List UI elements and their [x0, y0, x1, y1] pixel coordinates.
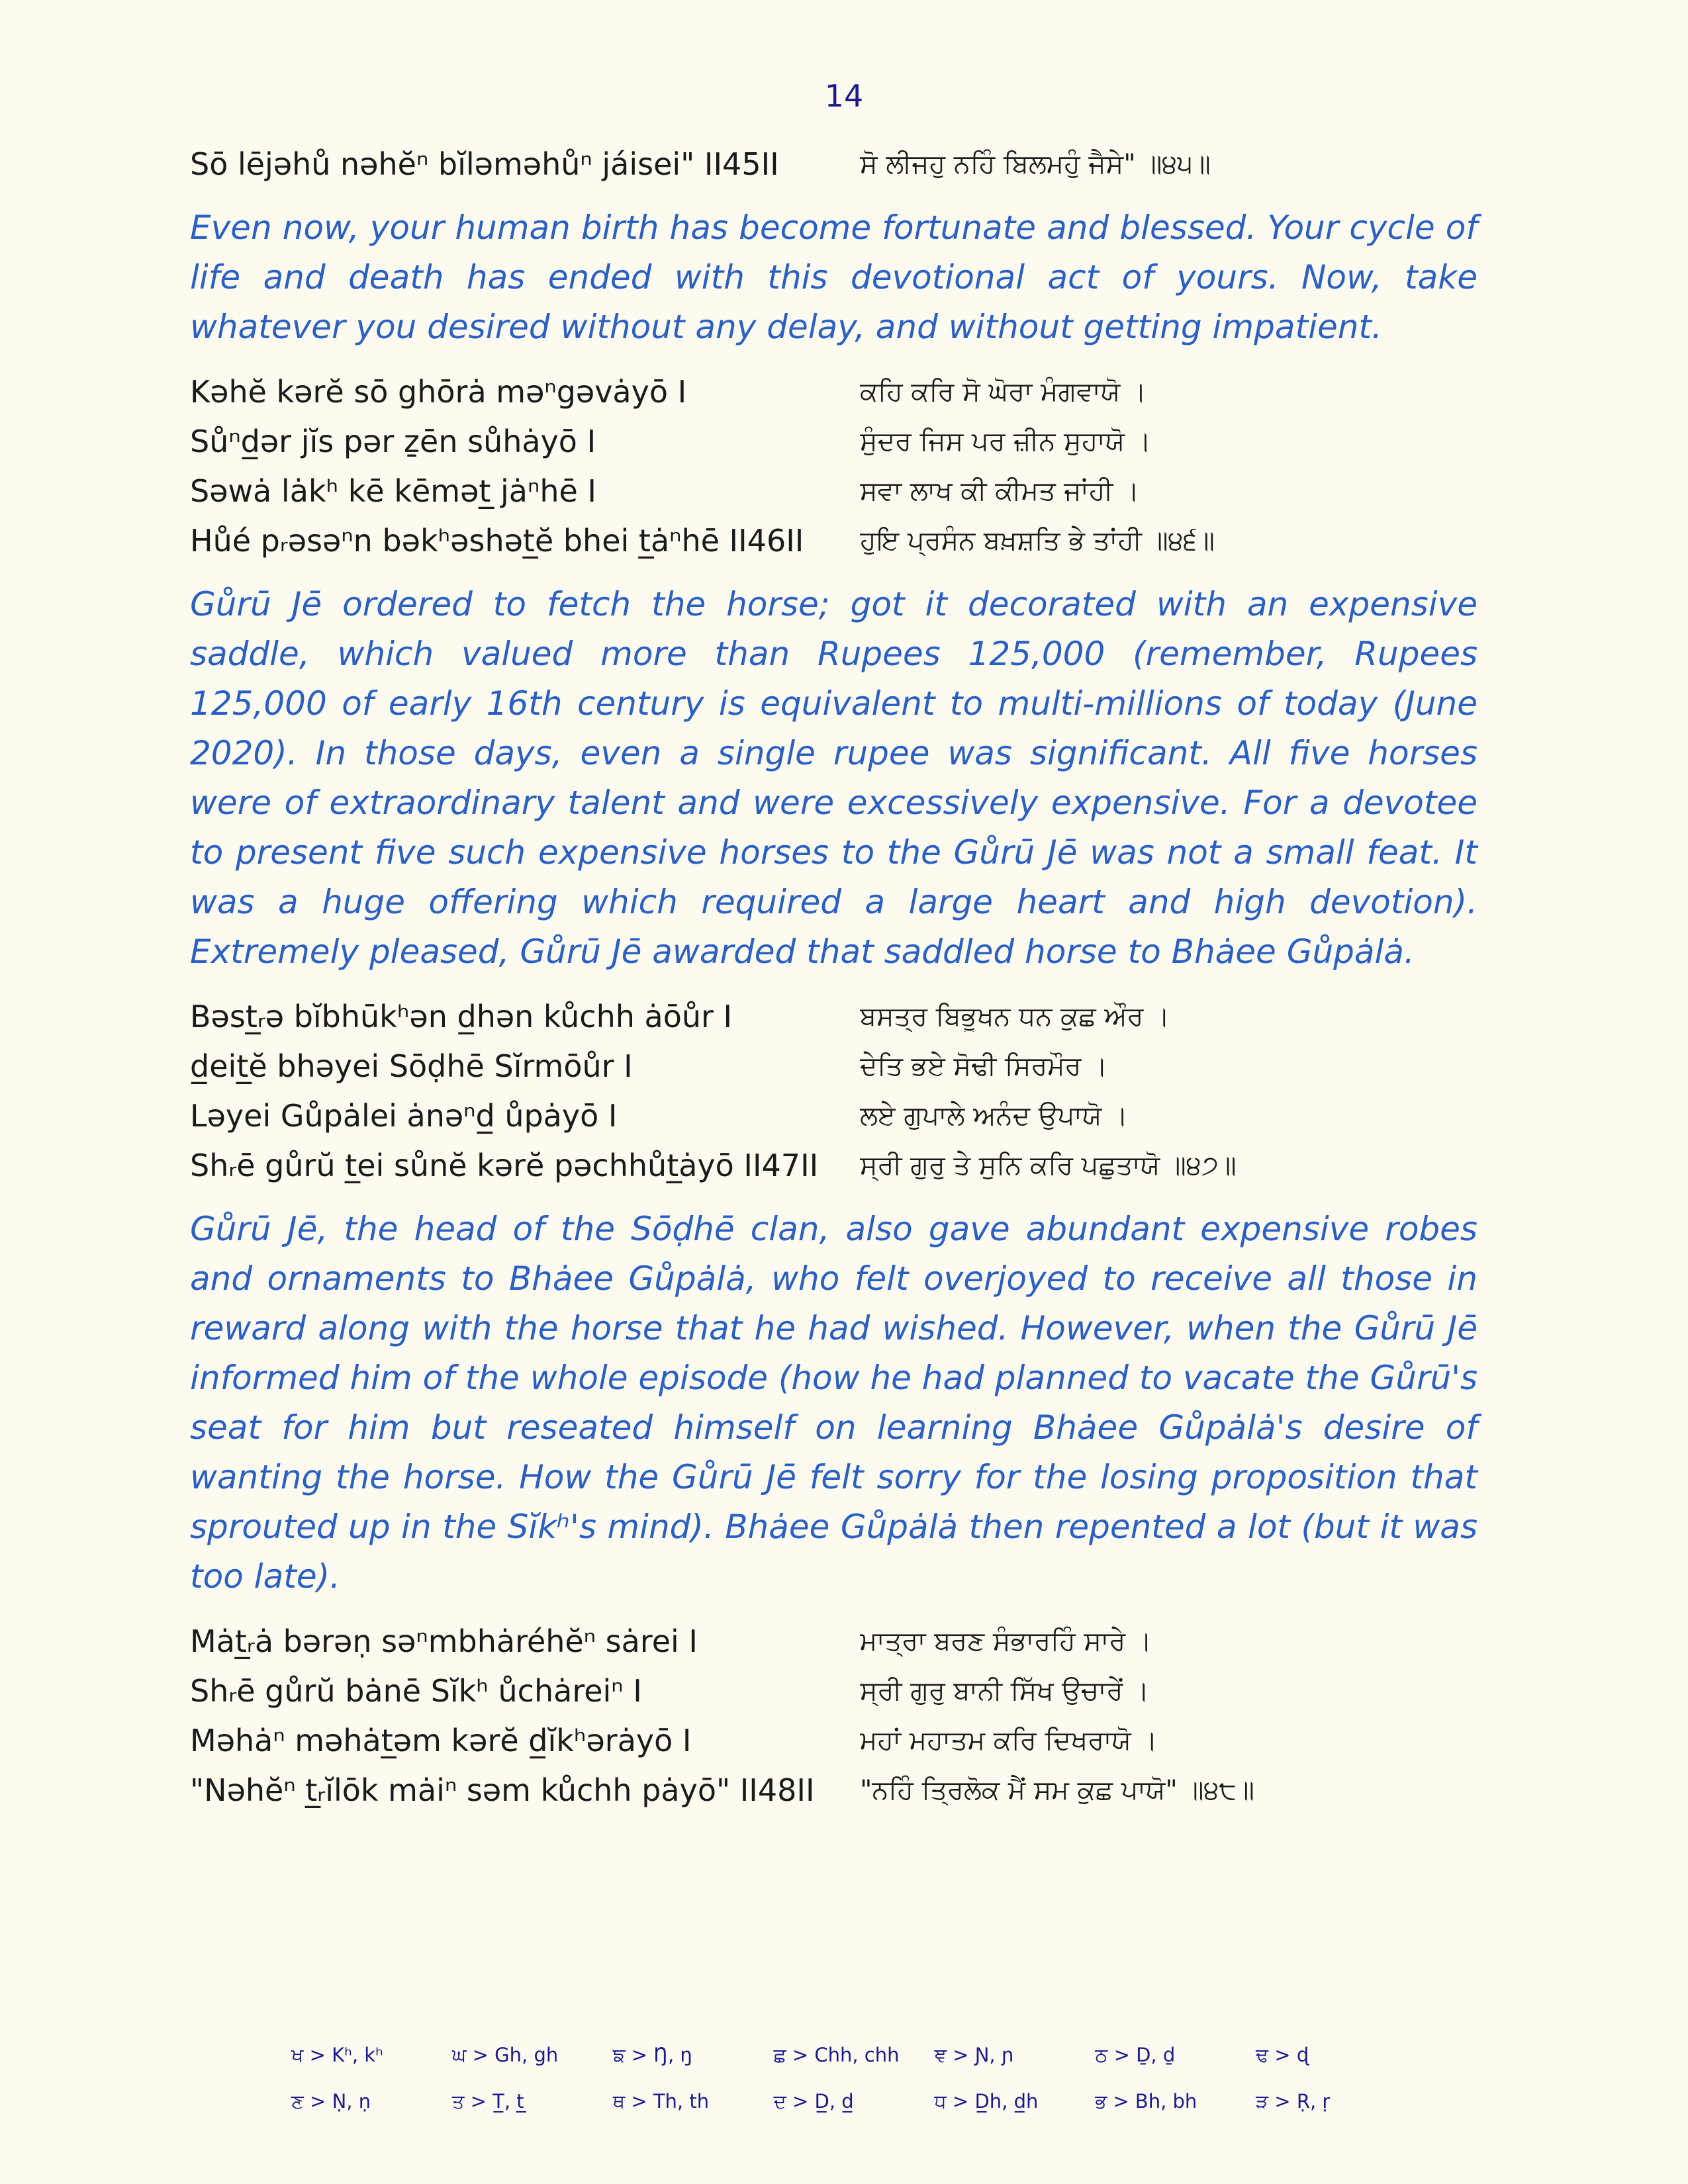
- verse-48: [190, 1616, 1477, 1815]
- transliteration-text: Bəst̲ᵣə bĭbhūkʰən d̲hən kůchh ȧōůr I: [190, 998, 733, 1034]
- legend-item: ਭ > Bh, bh: [1095, 2089, 1197, 2113]
- transliteration-text: Sůⁿd̲ər jĭs pər ẕēn sůhȧyō I: [190, 423, 596, 459]
- legend-row: [291, 2032, 1417, 2078]
- transliteration-text: d̲eit̲ĕ bhəyei Sōḍhē Sĭrmōůr I: [190, 1048, 633, 1084]
- transliteration-text: Hůé pᵣəsəⁿn bəkʰəshət̲ĕ bhei t̲ȧⁿhē II46II: [190, 522, 804, 559]
- gurmukhi-text: ਦੇਤਿ ਭਏ ਸੋਢੀ ਸਿਰਮੌਰ ।: [860, 1050, 1108, 1081]
- legend-item: ਧ > D̲h, d̲h: [934, 2089, 1039, 2113]
- verse-47: [190, 991, 1477, 1190]
- gurmukhi-text: "ਨਹਿੰ ਤ੍ਰਿਲੋਕ ਮੈਂ ਸਮ ਕੁਛ ਪਾਯੋ" ॥੪੮॥: [860, 1774, 1254, 1805]
- verse-line: [190, 1765, 1477, 1815]
- translation-46: Gůrū Jē ordered to fetch the horse; got it decorated with an expensive saddle, which valued more than Rupees 125,000 (remember, Rupees 125,000 of early 16th century is equivalent to multi-millions of today (June 2020). In those days, even a single rupee was significant. All five horses were of extraordinary talent and were excessively expensive. For a devotee to present five such expensive horses to the Gůrū Jē was not a small feat. It was a huge offering which required a large heart and high devotion). Extremely pleased, Gůrū Jē awarded that saddled horse to Bhȧee Gůpȧlȧ.: [190, 585, 1477, 971]
- translation-45: Even now, your human birth has become fortunate and blessed. Your cycle of life and death has ended with this devotional act of yours. Now, take whatever you desired without any delay, and without getting impatient.: [190, 208, 1477, 346]
- legend-item: ਦ > D̲, d̲: [773, 2089, 854, 2113]
- gurmukhi-text: ਸੁੰਦਰ ਜਿਸ ਪਰ ਜ਼ੀਨ ਸੁਹਾਯੋ ।: [860, 426, 1151, 457]
- verse-line: [190, 991, 1477, 1041]
- verse-line: [190, 1715, 1477, 1765]
- gurmukhi-text: ਬਸਤ੍ਰ ਬਿਭੂਖਨ ਧਨ ਕੁਛ ਔਰ ।: [860, 1001, 1170, 1032]
- legend-item: ਤ > T̲, t̲: [451, 2089, 524, 2113]
- legend-item: ਣ > Ṇ, ṇ: [291, 2089, 371, 2113]
- gurmukhi-text: ਸ੍ਰੀ ਗੁਰੁ ਤੇ ਸੁਨਿ ਕਰਿ ਪਛੁਤਾਯੋ ॥੪੭॥: [860, 1150, 1237, 1181]
- verse-line: [190, 1616, 1477, 1666]
- legend-item: ਛ > Chh, chh: [773, 2043, 900, 2066]
- legend-item: ਙ > Ŋ, ŋ: [612, 2043, 692, 2066]
- transliteration-text: Sō lējəhů nəhĕⁿ bĭləməhůⁿ jáisei" II45II: [190, 146, 779, 182]
- verse-line: [190, 367, 1477, 416]
- verse-line: [190, 466, 1477, 516]
- translation-47: Gůrū Jē, the head of the Sōḍhē clan, also gave abundant expensive robes and ornaments to Bhȧee Gůpȧlȧ, who felt overjoyed to receive all those in reward along with the horse that he had wished. However, when the Gůrū Jē informed him of the whole episode (how he had planned to vacate the Gůrū's seat for him but reseated himself on learning Bhȧee Gůpȧlȧ's desire of wanting the horse. How the Gůrū Jē felt sorry for the losing proposition that sprouted up in the Sĭkʰ's mind). Bhȧee Gůpȧlȧ then repented a lot (but it was too late).: [190, 1210, 1477, 1596]
- legend-item: ੜ > Ṛ, ṛ: [1256, 2089, 1331, 2113]
- gurmukhi-text: ਹੁਇ ਪ੍ਰਸੰਨ ਬਖ਼ਸ਼ਤਿ ਭੇ ਤਾਂਹੀ ॥੪੬॥: [860, 525, 1215, 556]
- verse-45: [190, 139, 1477, 189]
- gurmukhi-text: ਲਏ ਗੁਪਾਲੇ ਅਨੰਦ ਉਪਾਯੋ ।: [860, 1100, 1128, 1131]
- page-content: [190, 139, 1477, 1829]
- verse-46: [190, 367, 1477, 565]
- verse-line: [190, 1666, 1477, 1715]
- gurmukhi-text: ਕਹਿ ਕਰਿ ਸੋ ਘੋਰਾ ਮੰਗਵਾਯੋ ।: [860, 376, 1147, 407]
- page-number: 14: [824, 78, 864, 114]
- gurmukhi-text: ਮਾਤ੍ਰਾ ਬਰਣ ਸੰਭਾਰਹਿੰ ਸਾਰੇ ।: [860, 1625, 1152, 1657]
- transliteration-text: Shᵣē gůrŭ bȧnē Sĭkʰ ůchȧreiⁿ I: [190, 1672, 642, 1709]
- transliteration-text: Mȧt̲ᵣȧ bərəṇ səⁿmbhȧréhĕⁿ sȧrei I: [190, 1623, 698, 1659]
- transliteration-text: Ləyei Gůpȧlei ȧnəⁿd̲ ůpȧyō I: [190, 1097, 618, 1134]
- verse-line: [190, 416, 1477, 466]
- legend-item: ਞ > Ɲ, ɲ: [934, 2043, 1014, 2066]
- legend-item: ਢ > ɖ: [1256, 2043, 1309, 2066]
- transliteration-text: "Nəhĕⁿ t̲ᵣĭlōk mȧiⁿ səm kůchh pȧyō" II48II: [190, 1772, 815, 1808]
- gurmukhi-text: ਮਹਾਂ ਮਹਾਤਮ ਕਰਿ ਦਿਖਰਾਯੋ ।: [860, 1725, 1158, 1756]
- legend-row: [291, 2078, 1417, 2124]
- gurmukhi-text: ਸ੍ਰੀ ਗੁਰੁ ਬਾਨੀ ਸਿੱਖ ਉਚਾਰੇਂ ।: [860, 1675, 1150, 1706]
- legend-item: ਘ > Gh, gh: [451, 2043, 559, 2066]
- legend-item: ਥ > Th, th: [612, 2089, 710, 2113]
- transliteration-text: Shᵣē gůrŭ t̲ei sůnĕ kərĕ pəchhůt̲ȧyō II47II: [190, 1147, 819, 1183]
- verse-line: [190, 1091, 1477, 1140]
- gurmukhi-text: ਸਵਾ ਲਾਖ ਕੀ ਕੀਮਤ ਜਾਂਹੀ ।: [860, 475, 1140, 506]
- verse-line: [190, 1041, 1477, 1091]
- verse-line: [190, 516, 1477, 565]
- transliteration-legend: [291, 2032, 1417, 2124]
- transliteration-text: Məhȧⁿ məhȧt̲əm kərĕ d̲ĭkʰərȧyō I: [190, 1722, 692, 1758]
- legend-item: ਖ > Kʰ, kʰ: [291, 2043, 383, 2066]
- transliteration-text: Səwȧ lȧkʰ kē kēmət̲ jȧⁿhē I: [190, 473, 596, 509]
- gurmukhi-text: ਸੋ ਲੀਜਹੁ ਨਹਿੰ ਬਿਲਮਹੁੰ ਜੈਸੇ" ॥੪੫॥: [860, 148, 1211, 179]
- legend-item: ਠ > Ḏ, ḏ: [1095, 2043, 1176, 2066]
- verse-line: [190, 139, 1477, 189]
- verse-line: [190, 1140, 1477, 1190]
- transliteration-text: Kəhĕ kərĕ sō ghōrȧ məⁿgəvȧyō I: [190, 373, 687, 410]
